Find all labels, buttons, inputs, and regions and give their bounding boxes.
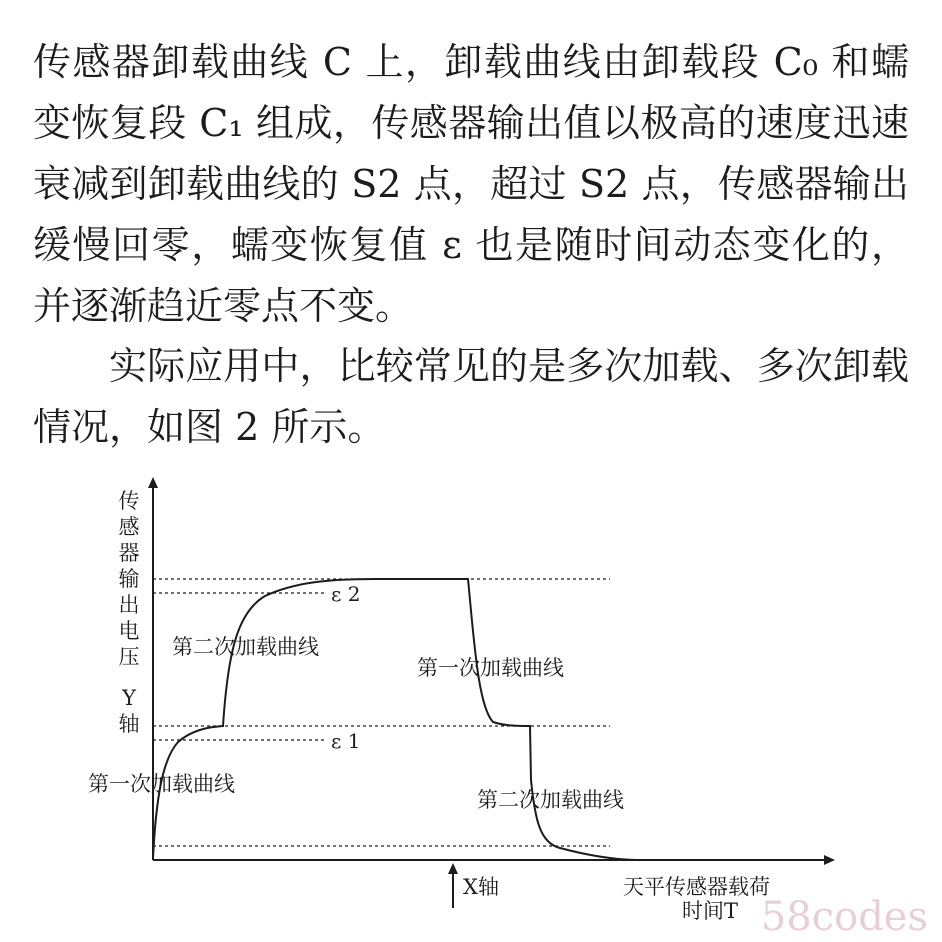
- x-axis-marker-label: X轴: [463, 875, 499, 899]
- y-axis-label-char-4: 输: [118, 567, 140, 591]
- body-paragraph-2: 实际应用中，比较常见的是多次加载、多次卸载情况，如图 2 所示。: [33, 344, 909, 449]
- y-axis-label-char-3: 器: [118, 541, 140, 565]
- y-axis-name-2: 轴: [118, 712, 140, 736]
- y-axis-label-char-2: 感: [118, 515, 140, 539]
- epsilon1-label: ε 1: [331, 729, 361, 753]
- second-loading-label: 第二次加载曲线: [172, 635, 319, 659]
- watermark: 58codes: [760, 894, 928, 940]
- body-paragraph-1: 传感器卸载曲线 C 上，卸载曲线由卸载段 C₀ 和蠕变恢复段 C₁ 组成，传感器输出值以极高的速度迅速衰减到卸载曲线的 S2 点，超过 S2 点，传感器输出缓慢回零，蠕变恢复值 ε 也是随时间动态变化的，并逐渐趋近零点不变。: [33, 40, 909, 328]
- x-axis-label-line2: 时间T: [682, 899, 739, 923]
- y-axis-label-char-5: 出: [118, 593, 140, 617]
- second-unloading-label: 第二次加载曲线: [477, 788, 624, 812]
- y-axis-label-char-6: 电: [118, 619, 140, 643]
- y-axis-label-char-1: 传: [118, 489, 140, 513]
- x-axis-label-line1: 天平传感器载荷: [623, 875, 770, 899]
- first-unloading-label: 第一次加载曲线: [417, 656, 564, 680]
- epsilon2-label: ε 2: [331, 582, 361, 606]
- first-loading-label: 第一次加载曲线: [88, 772, 235, 796]
- y-axis-label-char-7: 压: [118, 645, 140, 669]
- y-axis-name: Y: [122, 686, 136, 710]
- load-unload-curve: [153, 579, 640, 860]
